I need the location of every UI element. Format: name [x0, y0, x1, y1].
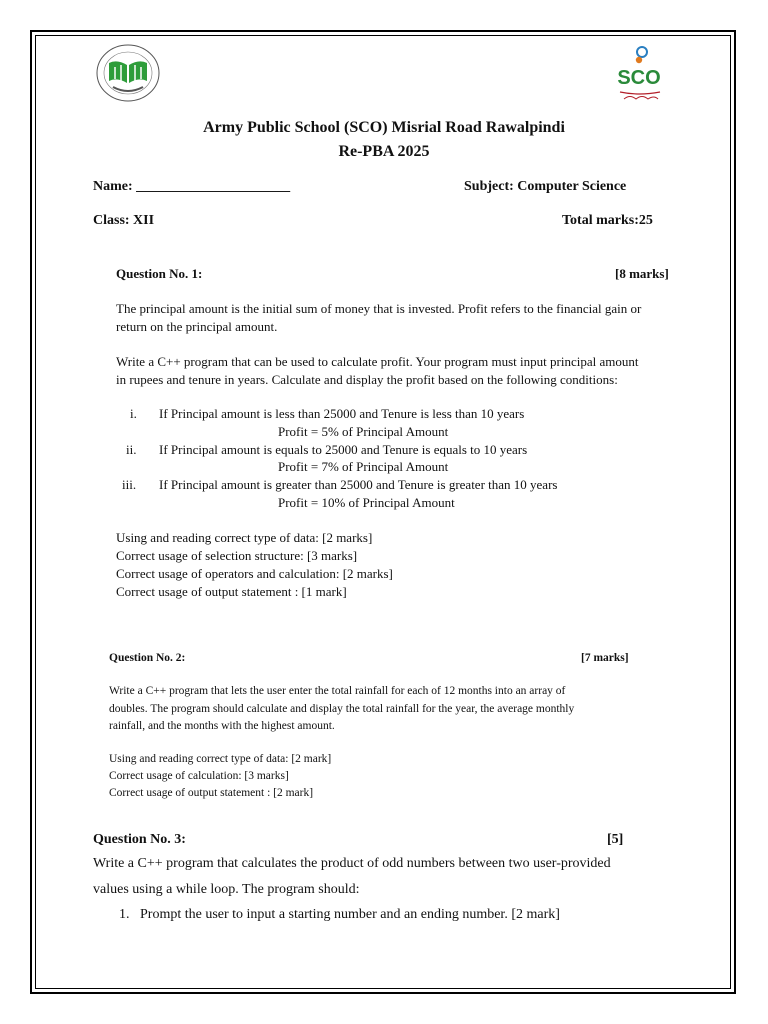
school-crest-logo — [95, 43, 161, 103]
q2-rubric-item: Using and reading correct type of data: [2 mark] — [109, 753, 332, 765]
q2-text-line: doubles. The program should calculate and display the total rainfall for the year, the average monthly — [109, 703, 575, 715]
q2-text-line: rainfall, and the months with the highest amount. — [109, 720, 335, 732]
exam-title: Re-PBA 2025 — [338, 143, 430, 160]
q1-marks: [8 marks] — [615, 266, 669, 281]
condition-text: If Principal amount is equals to 25000 and Tenure is equals to 10 years — [159, 442, 528, 457]
q3-item-number: 1. — [119, 907, 130, 922]
q1-task-line-2: in rupees and tenure in years. Calculate and display the profit based on the following conditions: — [116, 372, 618, 387]
q1-rubric-item: Correct usage of operators and calculation: [2 marks] — [116, 566, 393, 581]
name-field-label: Name: ______________________ — [93, 179, 291, 194]
svg-text:SCO: SCO — [617, 67, 661, 89]
q2-text-line: Write a C++ program that lets the user enter the total rainfall for each of 12 months into an array of — [109, 685, 566, 697]
class-label: Class: XII — [93, 213, 155, 228]
condition-text: If Principal amount is greater than 25000 and Tenure is greater than 10 years — [159, 477, 558, 492]
condition-profit: Profit = 10% of Principal Amount — [278, 495, 455, 510]
q1-rubric-item: Correct usage of selection structure: [3 marks] — [116, 548, 358, 563]
q2-rubric-item: Correct usage of output statement : [2 mark] — [109, 787, 314, 799]
condition-text: If Principal amount is less than 25000 and Tenure is less than 10 years — [159, 406, 525, 421]
q1-task-line-1: Write a C++ program that can be used to calculate profit. Your program must input principal amount — [116, 354, 639, 369]
condition-number: ii. — [126, 442, 137, 457]
q2-title: Question No. 2: — [109, 652, 186, 664]
q1-rubric-item: Using and reading correct type of data: [2 marks] — [116, 530, 373, 545]
school-title: Army Public School (SCO) Misrial Road Rawalpindi — [203, 119, 565, 136]
q3-title: Question No. 3: — [93, 832, 186, 847]
q3-marks: [5] — [607, 832, 624, 847]
condition-number: i. — [130, 406, 137, 421]
total-marks-label: Total marks:25 — [562, 213, 653, 228]
q3-text-line-1: Write a C++ program that calculates the product of odd numbers between two user-provided — [93, 856, 611, 871]
q1-rubric-item: Correct usage of output statement : [1 mark] — [116, 584, 347, 599]
q1-title: Question No. 1: — [116, 266, 203, 281]
q2-marks: [7 marks] — [581, 652, 629, 664]
q3-text-line-2: values using a while loop. The program should: — [93, 882, 360, 897]
q1-intro-line-2: return on the principal amount. — [116, 319, 278, 334]
q3-item-text: Prompt the user to input a starting number and an ending number. [2 mark] — [140, 907, 560, 922]
condition-number: iii. — [122, 477, 137, 492]
condition-profit: Profit = 7% of Principal Amount — [278, 459, 449, 474]
q2-rubric-item: Correct usage of calculation: [3 marks] — [109, 770, 289, 782]
sco-logo — [606, 44, 672, 106]
q1-intro-line-1: The principal amount is the initial sum of money that is invested. Profit refers to the financial gain or — [116, 301, 642, 316]
condition-profit: Profit = 5% of Principal Amount — [278, 424, 449, 439]
subject-label: Subject: Computer Science — [464, 179, 627, 194]
